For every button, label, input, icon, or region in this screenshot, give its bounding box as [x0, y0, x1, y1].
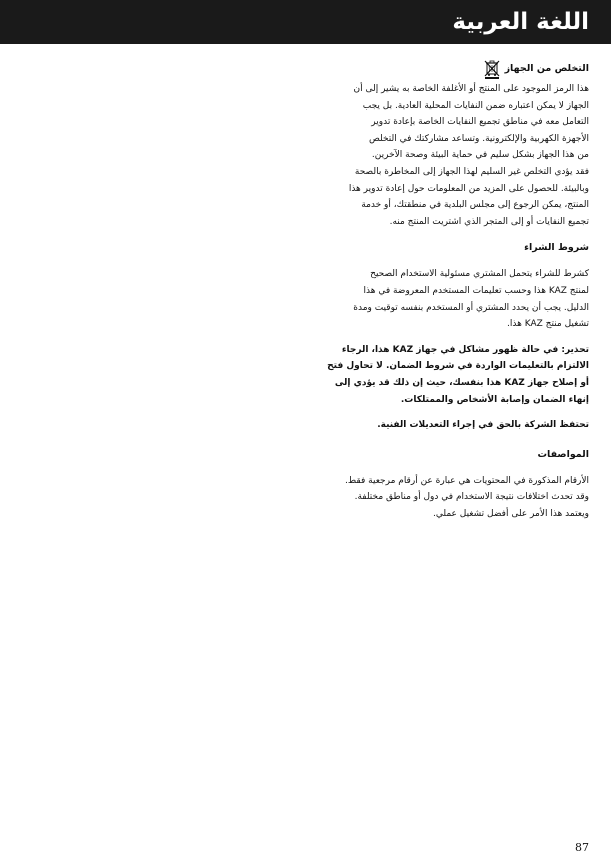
text-line: تحتفظ الشركة بالحق في إجراء التعديلات الفنية.	[377, 420, 589, 431]
text-line: تحذير: في حالة ظهور مشاكل في جهاز KAZ هذا، الرجاء	[341, 344, 589, 355]
text-line: ويعتمد هذا الأمر على أفضل تشغيل عملي.	[433, 508, 589, 519]
page-title: اللغة العربية	[452, 9, 589, 35]
text-line: تشغيل منتج KAZ هذا.	[507, 319, 589, 330]
specifications-text	[289, 473, 589, 523]
text-line: الأرقام المذكورة في المحتويات هي عبارة عن أرقام مرجعية فقط.	[345, 475, 589, 486]
text-line: المنتج، يمكن الرجوع إلى مجلس البلدية في منطقتك، أو خدمة	[361, 200, 589, 211]
disposal-heading: التخلص من الجهاز	[504, 63, 589, 74]
crossed-out-wheelie-bin-icon	[483, 59, 501, 79]
text-line: أو إصلاح جهاز KAZ هذا بنفسك، حيث إن ذلك قد يؤدي إلى	[334, 377, 589, 388]
warning-text	[289, 342, 589, 408]
text-line: من هذا الجهاز بشكل سليم في حماية البيئة وصحة الآخرين.	[371, 150, 589, 161]
warning-section	[289, 342, 589, 408]
spacer	[289, 408, 589, 417]
text-line: فقد يؤدي التخلص غير السليم لهذا الجهاز إلى المخاطرة بالصحة	[354, 166, 589, 177]
spacer	[289, 434, 589, 446]
document-body	[289, 57, 589, 522]
purchase-terms-heading: شروط الشراء	[524, 242, 589, 254]
header-bar	[0, 0, 611, 44]
text-line: التعامل معه في مناطق تجميع النفايات الخاصة بإعادة تدوير	[371, 117, 589, 128]
text-line: كشرط للشراء يتحمل المشتري مسئولية الاستخدام الصحيح	[370, 269, 589, 280]
purchase-terms-text	[289, 266, 589, 332]
spacer	[289, 257, 589, 266]
text-line: لمنتج KAZ هذا وحسب تعليمات المستخدم المعروضة في هذا	[363, 285, 589, 296]
text-line: تجميع النفايات أو إلى المتجر الذي اشتريت المنتج منه.	[389, 216, 589, 227]
spacer	[289, 464, 589, 473]
text-line: الجهاز لا يمكن اعتباره ضمن النفايات المحلية العادية. بل يجب	[362, 100, 589, 111]
purchase-terms-section	[289, 239, 589, 332]
disposal-heading-row	[289, 57, 589, 81]
disposal-text	[289, 81, 589, 230]
text-line: إنهاء الضمان وإصابة الأشخاص والممتلكات.	[400, 394, 589, 405]
spacer	[289, 230, 589, 239]
specifications-heading: المواصفات	[537, 448, 589, 460]
text-line: وقد تحدث اختلافات نتيجة الاستخدام في دول أو مناطق مختلفة.	[354, 492, 589, 503]
text-line: الأجهزة الكهربية والإلكترونية. وتساعد مشاركتك في التخلص	[368, 133, 589, 144]
text-line: الدليل. يجب أن يحدد المشتري أو المستخدم بنفسه توقيت ومدة	[353, 302, 589, 313]
text-line: وبالبيئة. للحصول على المزيد من المعلومات حول إعادة تدوير هذا	[348, 183, 589, 194]
specifications-section	[289, 446, 589, 523]
disposal-section	[289, 57, 589, 230]
page-number: 87	[575, 841, 589, 854]
modifications-note	[289, 417, 589, 434]
text-line: الالتزام بالتعليمات الواردة في شروط الضمان. لا تحاول فتح	[327, 361, 589, 372]
text-line: هذا الرمز الموجود على المنتج أو الأغلفة الخاصة به يشير إلى أن	[353, 84, 589, 94]
spacer	[289, 333, 589, 342]
